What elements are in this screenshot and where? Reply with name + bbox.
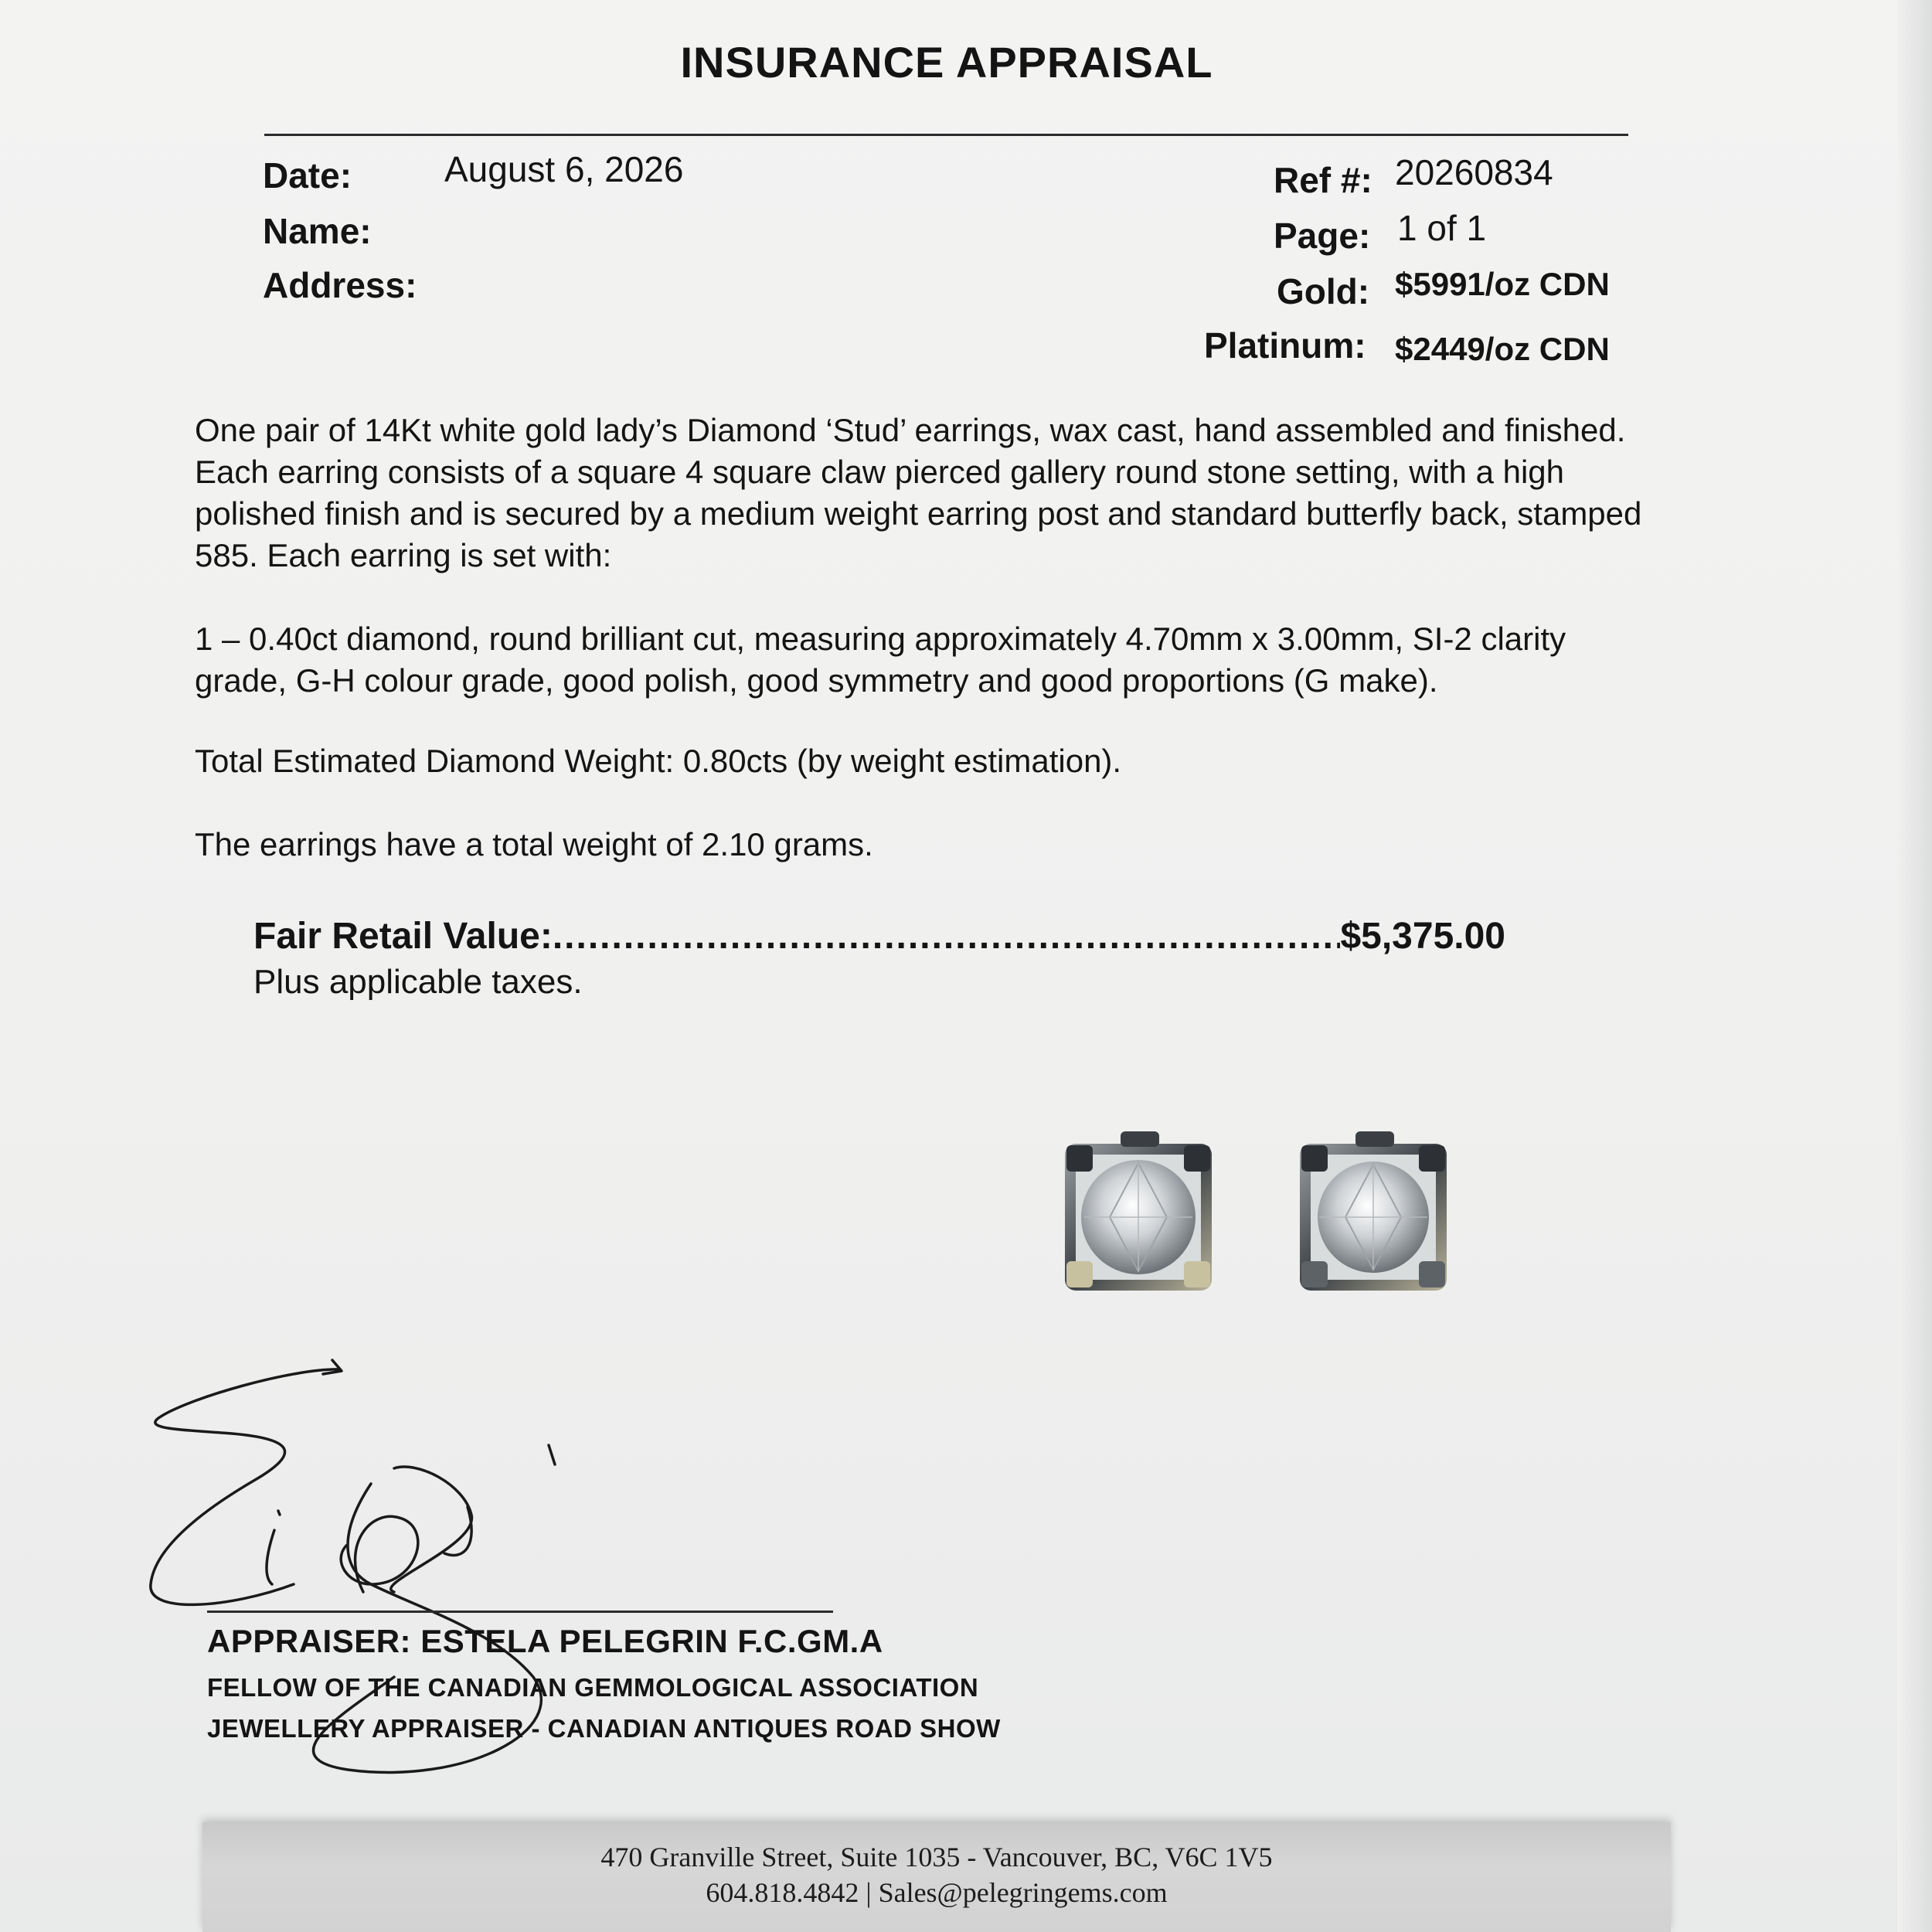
item-description — [195, 410, 1740, 577]
appraiser-credential: FELLOW OF THE CANADIAN GEMMOLOGICAL ASSOCIATION — [207, 1673, 979, 1702]
paper-right-edge — [1897, 0, 1932, 1932]
right-earring — [1300, 1131, 1447, 1291]
earrings-photo — [1059, 1128, 1461, 1298]
value-label: Fair Retail Value: — [253, 916, 553, 957]
footer-contact: 604.818.4842 | Sales@pelegringems.com — [706, 1877, 1168, 1908]
page-value: 1 of 1 — [1397, 208, 1487, 248]
platinum-label: Platinum: — [1204, 325, 1366, 366]
name-label: Name: — [263, 211, 372, 251]
date-value: August 6, 2026 — [444, 149, 684, 189]
left-earring — [1065, 1131, 1212, 1291]
title-divider — [264, 134, 1628, 136]
diamond-specification — [195, 618, 1740, 702]
description-line: polished finish and is secured by a medium weight earring post and standard butterfly back, stamped — [195, 495, 1642, 532]
fair-retail-value — [253, 915, 1505, 957]
description-line: Each earring consists of a square 4 square claw pierced gallery round stone setting, with a high — [195, 454, 1564, 490]
appraiser-credential: JEWELLERY APPRAISER - CANADIAN ANTIQUES ROAD SHOW — [207, 1714, 1001, 1743]
footer-band — [202, 1822, 1671, 1932]
diamond-line: grade, G-H colour grade, good polish, good symmetry and good proportions (G make). — [195, 662, 1438, 699]
document-title: INSURANCE APPRAISAL — [680, 38, 1213, 87]
dot-leader — [553, 915, 1341, 957]
signature-line — [207, 1611, 833, 1613]
total-diamond-weight: Total Estimated Diamond Weight: 0.80cts (by weight estimation). — [195, 743, 1122, 779]
value-amount: $5,375.00 — [1340, 916, 1505, 957]
address-label: Address: — [263, 265, 417, 305]
total-weight: The earrings have a total weight of 2.10 grams. — [195, 826, 873, 862]
page-label: Page: — [1274, 216, 1371, 256]
ref-label: Ref #: — [1274, 160, 1372, 200]
description-line: 585. Each earring is set with: — [195, 537, 612, 573]
footer-address: 470 Granville Street, Suite 1035 - Vancouver, BC, V6C 1V5 — [600, 1842, 1273, 1872]
diamond-line: 1 – 0.40ct diamond, round brilliant cut, measuring approximately 4.70mm x 3.00mm, SI-2 clarity — [195, 621, 1566, 657]
ref-value: 20260834 — [1395, 152, 1553, 192]
gold-label: Gold: — [1277, 271, 1370, 311]
platinum-price: $2449/oz CDN — [1395, 331, 1610, 367]
appraiser-name: APPRAISER: ESTELA PELEGRIN F.C.GM.A — [207, 1623, 883, 1659]
description-line: One pair of 14Kt white gold lady’s Diamond ‘Stud’ earrings, wax cast, hand assembled and finished. — [195, 412, 1626, 448]
taxes-note: Plus applicable taxes. — [253, 963, 583, 1001]
gold-price: $5991/oz CDN — [1395, 266, 1610, 302]
date-label: Date: — [263, 155, 352, 196]
